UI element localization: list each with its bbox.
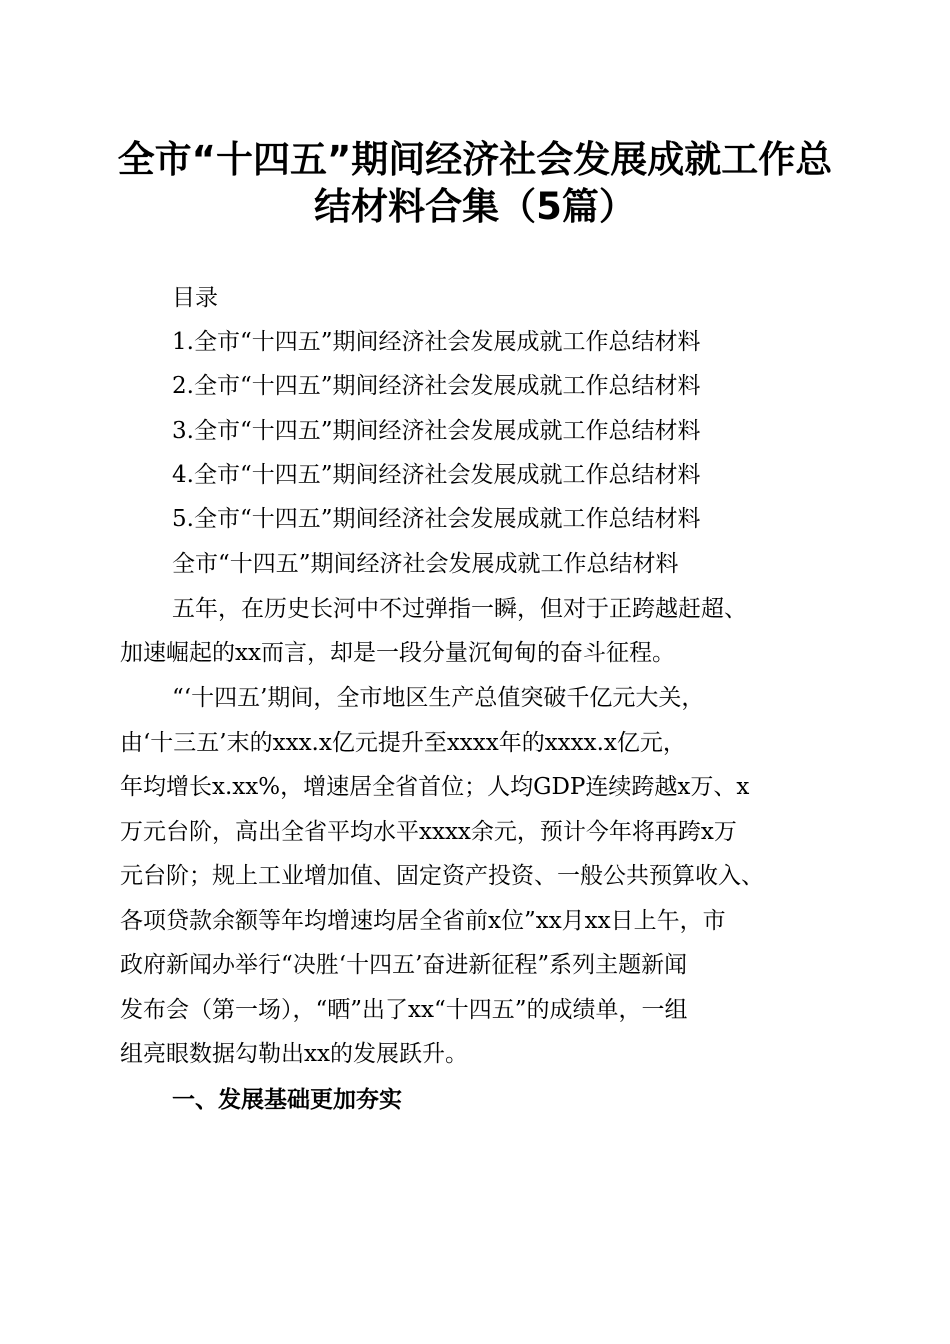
toc-item-4: 4.全市“十四五”期间经济社会发展成就工作总结材料	[172, 462, 701, 488]
document-title-line-2: 结材料合集（5篇）	[314, 185, 636, 228]
paragraph-1-line: 五年，在历史长河中不过弹指一瞬，但对于正跨越赶超、	[172, 596, 747, 622]
paragraph-2-line: 元台阶；规上工业增加值、固定资产投资、一般公共预算收入、	[120, 863, 764, 889]
paragraph-2-line: 各项贷款余额等年均增速均居全省前x位”xx月xx日上午，市	[120, 908, 726, 934]
toc-label: 目录	[172, 285, 218, 311]
paragraph-2-line: 年均增长x.xx%，增速居全省首位；人均GDP连续跨越x万、x	[120, 774, 750, 800]
paragraph-2-line: 万元台阶，高出全省平均水平xxxx余元，预计今年将再跨x万	[120, 819, 737, 845]
document-title-line-1: 全市“十四五”期间经济社会发展成就工作总	[117, 138, 833, 181]
toc-item-5: 5.全市“十四五”期间经济社会发展成就工作总结材料	[172, 506, 701, 532]
toc-item-3: 3.全市“十四五”期间经济社会发展成就工作总结材料	[172, 418, 701, 444]
paragraph-2-line: 组亮眼数据勾勒出xx的发展跃升。	[120, 1041, 468, 1067]
paragraph-2-line: 由‘十三五’末的xxx.x亿元提升至xxxx年的xxxx.x亿元，	[120, 730, 686, 756]
paragraph-2-line: 发布会（第一场），“晒”出了xx“十四五”的成绩单，一组	[120, 997, 688, 1023]
toc-item-2: 2.全市“十四五”期间经济社会发展成就工作总结材料	[172, 373, 701, 399]
paragraph-1-line: 加速崛起的xx而言，却是一段分量沉甸甸的奋斗征程。	[120, 640, 675, 666]
paragraph-2-line: 政府新闻办举行“决胜‘十四五’奋进新征程”系列主题新闻	[120, 952, 688, 978]
section-heading-1: 一、发展基础更加夯实	[172, 1087, 402, 1113]
section-title: 全市“十四五”期间经济社会发展成就工作总结材料	[172, 551, 679, 577]
toc-item-1: 1.全市“十四五”期间经济社会发展成就工作总结材料	[172, 329, 701, 355]
paragraph-2-line: “‘十四五’期间，全市地区生产总值突破千亿元大关，	[172, 685, 705, 711]
